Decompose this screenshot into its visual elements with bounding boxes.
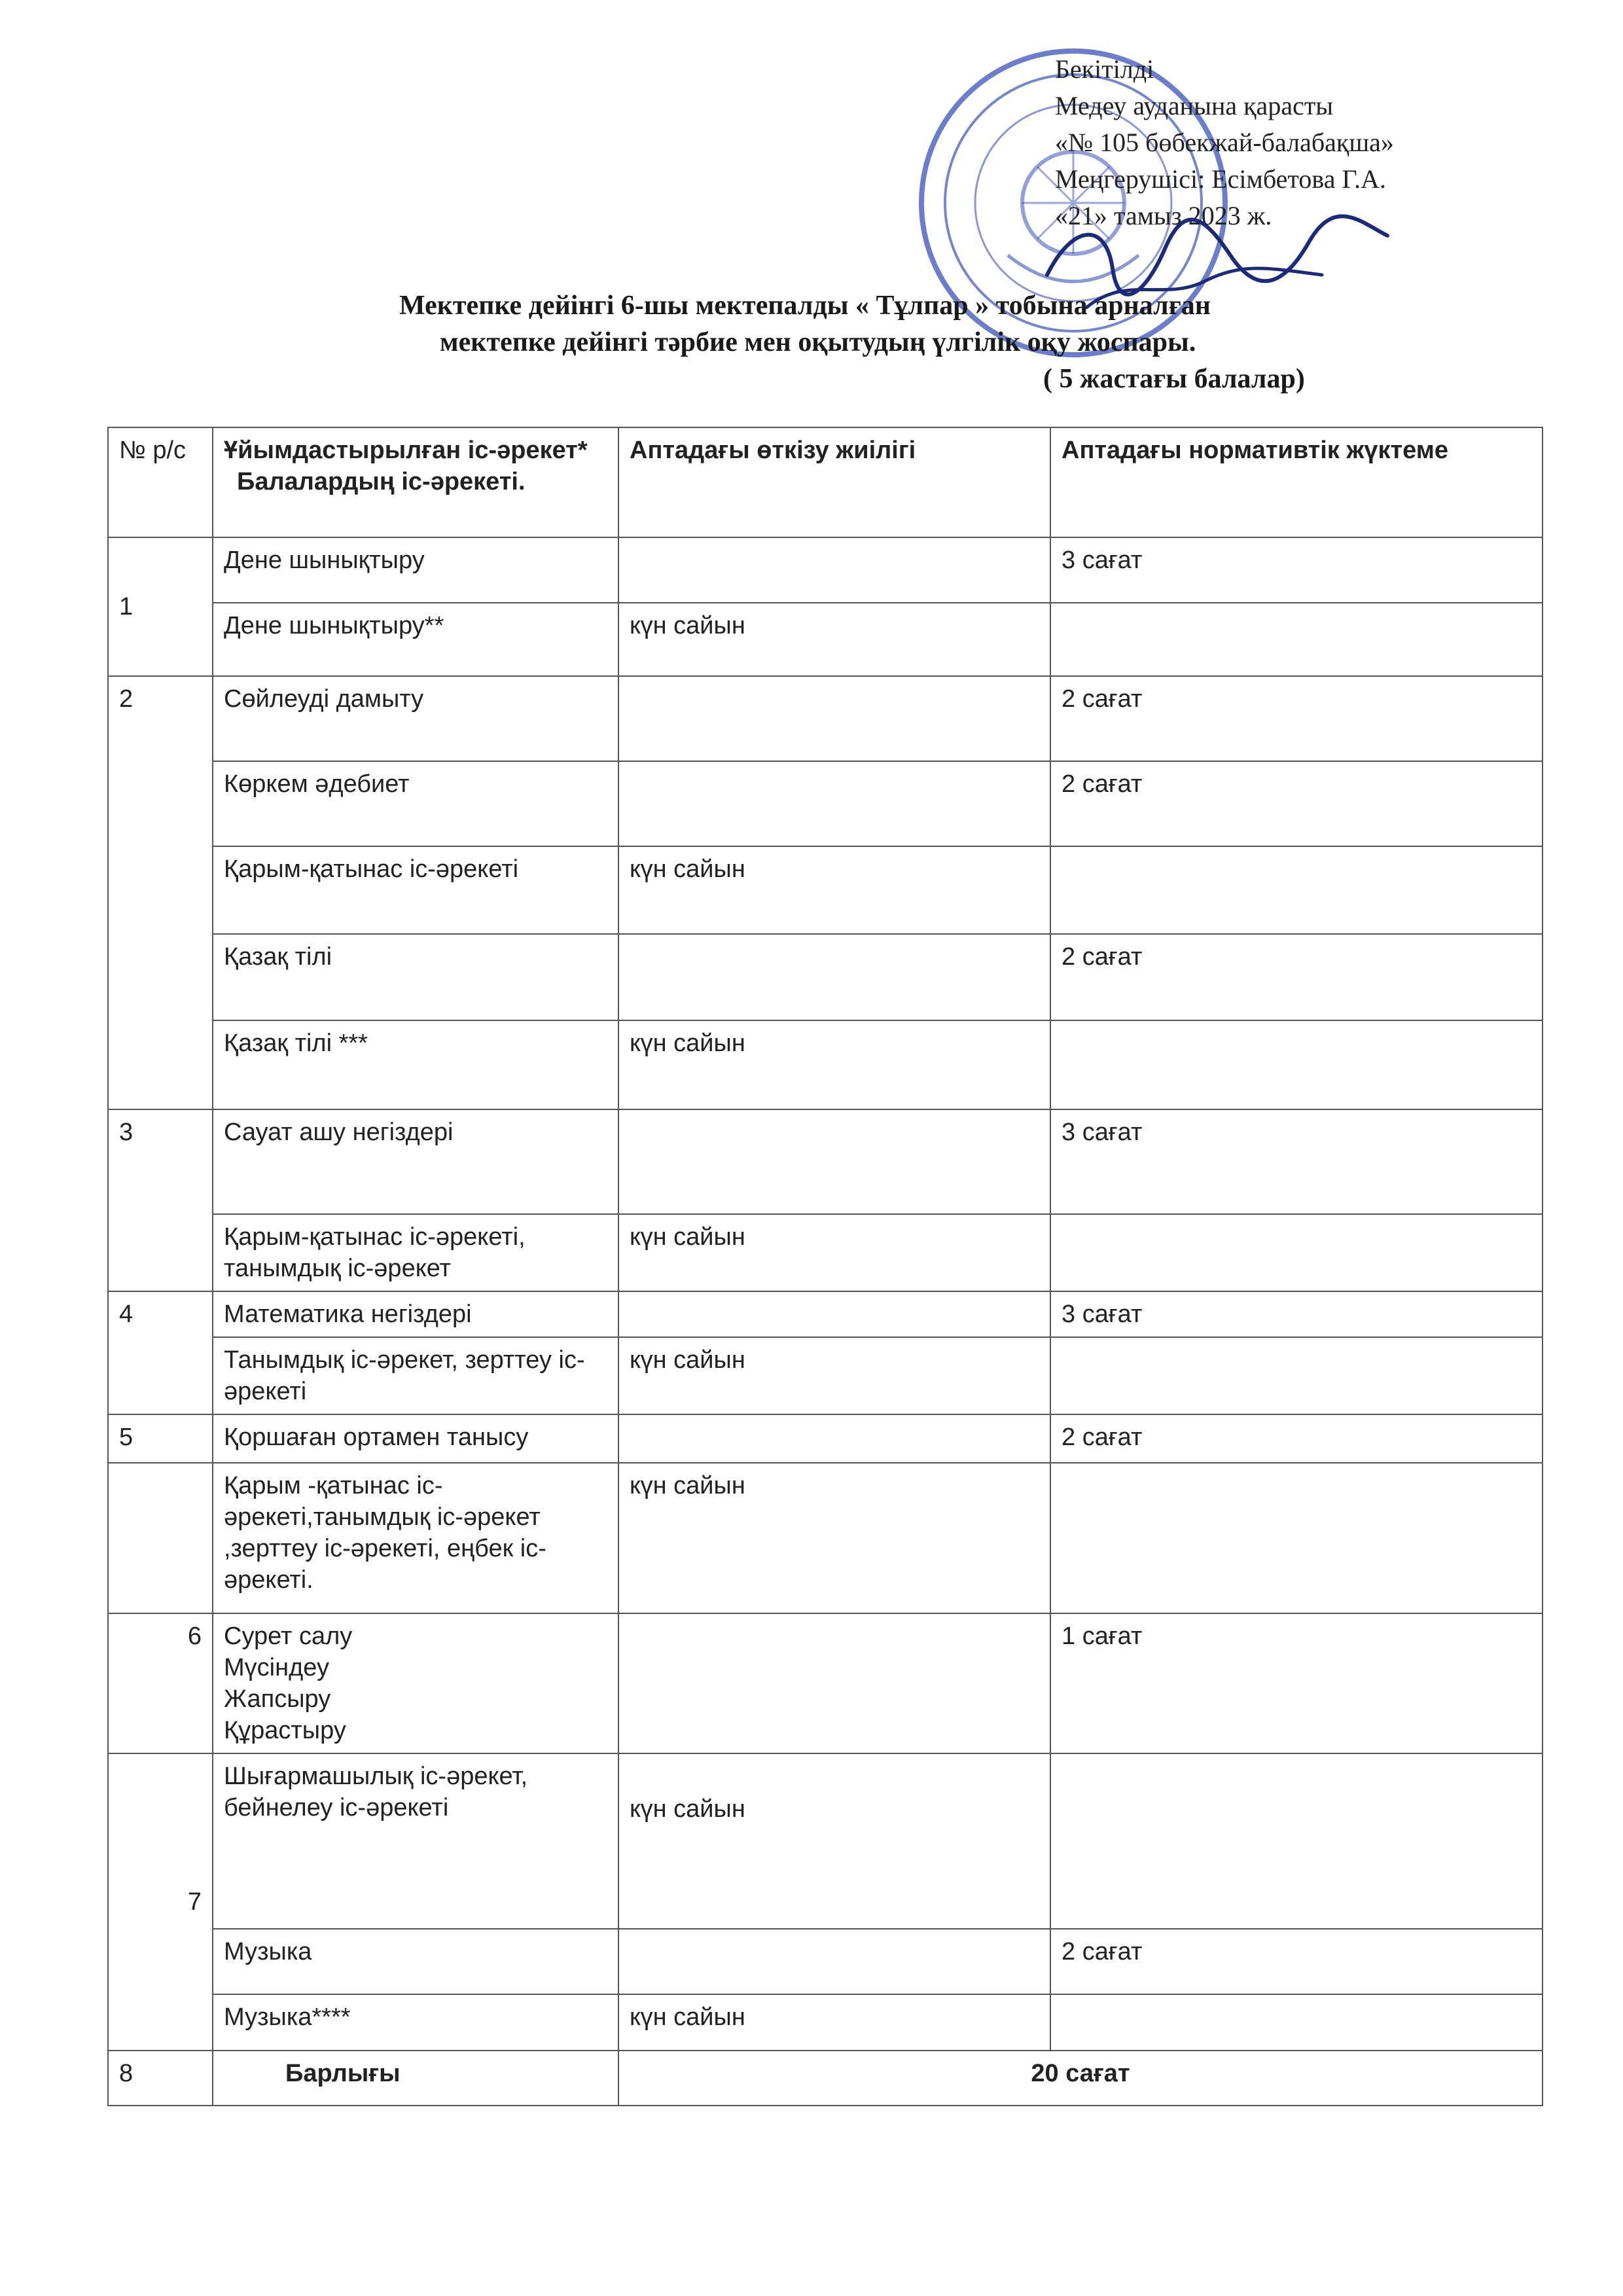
row-load: 3 сағат: [1050, 537, 1543, 603]
table-row: [108, 1414, 1543, 1463]
header-num: № р/с: [108, 427, 213, 537]
row-activity: Музыка: [213, 1929, 618, 1994]
row-frequency: күн сайын: [618, 1994, 1050, 2051]
row-activity: Дене шынықтыру**: [213, 603, 618, 676]
title-line: мектепке дейінгі тәрбие мен оқытудың үлгілік оқу жоспары.: [440, 327, 1196, 357]
table-row: [108, 1929, 1543, 1994]
row-load: 2 сағат: [1050, 676, 1543, 761]
row-load: 2 сағат: [1050, 1414, 1543, 1463]
table-row: [108, 1109, 1543, 1214]
header-activity-line1: Ұйымдастырылған іс-әрекет*: [224, 437, 588, 464]
row-load: [1050, 1753, 1543, 1929]
row-load: [1050, 1994, 1543, 2051]
row-num: 6: [108, 1613, 213, 1753]
table-row: [108, 1994, 1543, 2051]
row-frequency: [618, 934, 1050, 1020]
table-row: [108, 603, 1543, 676]
header-frequency: Аптадағы өткізу жиілігі: [618, 427, 1050, 537]
total-value: 20 сағат: [618, 2051, 1543, 2106]
row-load: [1050, 1463, 1543, 1613]
row-activity: Музыка****: [213, 1994, 618, 2051]
activity-line: Мүсіндеу: [224, 1654, 329, 1681]
row-activity: Көркем әдебиет: [213, 761, 618, 846]
row-load: [1050, 1020, 1543, 1109]
row-frequency: күн сайын: [618, 1337, 1050, 1414]
header-activity: [213, 427, 618, 537]
table-row: [108, 934, 1543, 1020]
row-frequency: күн сайын: [618, 603, 1050, 676]
row-frequency: [618, 1109, 1050, 1214]
row-activity: [213, 1613, 618, 1753]
row-load: 2 сағат: [1050, 1929, 1543, 1994]
row-activity: Қазақ тілі: [213, 934, 618, 1020]
row-frequency: [618, 676, 1050, 761]
row-activity: Қарым-қатынас іс-әрекеті, танымдық іс-әрекет: [213, 1214, 618, 1291]
row-frequency: [618, 1291, 1050, 1337]
row-load: [1050, 1214, 1543, 1291]
row-activity: Танымдық іс-әрекет, зерттеу іс-әрекеті: [213, 1337, 618, 1414]
row-load: 3 сағат: [1050, 1109, 1543, 1214]
row-activity: Қазақ тілі ***: [213, 1020, 618, 1109]
row-num: 4: [108, 1291, 213, 1414]
table-row: [108, 1463, 1543, 1613]
row-activity: Сөйлеуді дамыту: [213, 676, 618, 761]
total-label: Барлығы: [213, 2051, 618, 2106]
row-load: [1050, 846, 1543, 934]
row-num: 3: [108, 1109, 213, 1291]
approval-line: Медеу ауданына қарасты: [1055, 91, 1334, 120]
table-row: [108, 1291, 1543, 1337]
row-frequency: [618, 1613, 1050, 1753]
activity-line: Жапсыру: [224, 1685, 331, 1713]
table-row: [108, 1753, 1543, 1929]
row-frequency: күн сайын: [618, 1753, 1050, 1929]
row-frequency: күн сайын: [618, 1463, 1050, 1613]
row-frequency: күн сайын: [618, 1214, 1050, 1291]
total-num: 8: [108, 2051, 213, 2106]
table-row: [108, 846, 1543, 934]
row-num: 5: [108, 1414, 213, 1463]
title-line: ( 5 жастағы балалар): [1043, 364, 1305, 394]
curriculum-table: [107, 427, 1543, 2106]
row-activity: Дене шынықтыру: [213, 537, 618, 603]
table-row: [108, 537, 1543, 603]
row-num: [108, 1463, 213, 1613]
row-activity: Шығармашылық іс-әрекет, бейнелеу іс-әрекеті: [213, 1753, 618, 1929]
approval-line: Бекітілді: [1055, 54, 1154, 84]
header-load: Аптадағы нормативтік жүктеме: [1050, 427, 1543, 537]
approval-date: «21» тамыз 2023 ж.: [1055, 201, 1272, 230]
table-row: [108, 761, 1543, 846]
approval-line: «№ 105 бөбекжай-балабақша»: [1055, 128, 1394, 157]
row-load: [1050, 1337, 1543, 1414]
header-activity-line2: Балалардың іс-әрекеті.: [237, 468, 526, 495]
row-frequency: [618, 761, 1050, 846]
row-activity: Сауат ашу негіздері: [213, 1109, 618, 1214]
row-load: 2 сағат: [1050, 934, 1543, 1020]
row-activity: Қоршаған ортамен танысу: [213, 1414, 618, 1463]
row-load: 2 сағат: [1050, 761, 1543, 846]
row-frequency: [618, 1929, 1050, 1994]
table-row: [108, 1337, 1543, 1414]
table-header-row: [108, 427, 1543, 537]
row-load: 1 сағат: [1050, 1613, 1543, 1753]
row-activity: Қарым-қатынас іс-әрекеті: [213, 846, 618, 934]
approval-line: Меңгерушісі: Есімбетова Г.А.: [1055, 164, 1386, 194]
row-load: 3 сағат: [1050, 1291, 1543, 1337]
table-row: [108, 1613, 1543, 1753]
row-frequency: күн сайын: [618, 846, 1050, 934]
table-row: [108, 676, 1543, 761]
row-frequency: [618, 537, 1050, 603]
row-frequency: [618, 1414, 1050, 1463]
activity-line: Құрастыру: [224, 1717, 346, 1744]
title-line: Мектепке дейінгі 6-шы мектепалды « Тұлпар » тобына арналған: [399, 291, 1211, 321]
total-row: [108, 2051, 1543, 2106]
row-num: 1: [108, 537, 213, 676]
table-row: [108, 1020, 1543, 1109]
activity-line: Сурет салу: [224, 1623, 353, 1650]
row-num: 2: [108, 676, 213, 1109]
row-load: [1050, 603, 1543, 676]
row-activity: Қарым -қатынас іс-әрекеті,танымдық іс-әрекет ,зерттеу іс-әрекеті, еңбек іс-әрекеті.: [213, 1463, 618, 1613]
row-frequency: күн сайын: [618, 1020, 1050, 1109]
table-row: [108, 1214, 1543, 1291]
row-num: 7: [108, 1753, 213, 2051]
row-activity: Математика негіздері: [213, 1291, 618, 1337]
